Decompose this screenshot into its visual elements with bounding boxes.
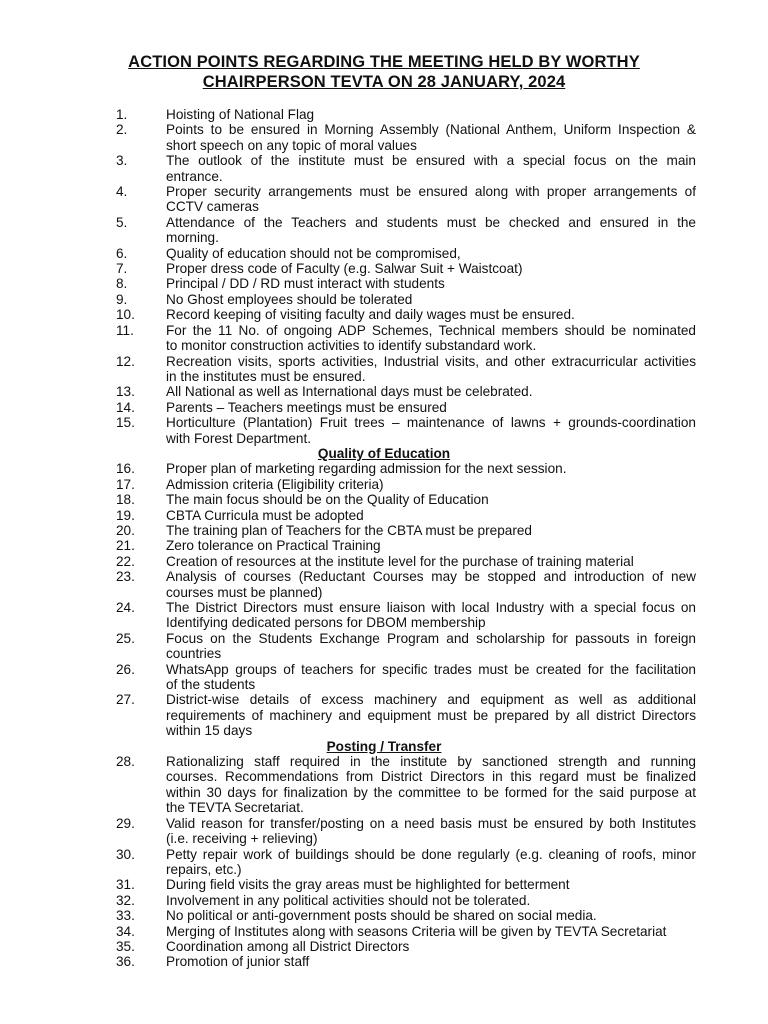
item-text [166,354,696,385]
list-item [0,877,768,892]
item-text-line: of the students [166,677,256,693]
item-number: 28. [116,754,135,770]
item-text [166,415,696,446]
item-text-line: morning. [166,230,219,246]
item-number: 1. [116,107,128,122]
item-text [166,215,696,246]
list-item [0,323,768,354]
list-item [0,461,768,476]
item-text [166,292,696,307]
list-item [0,153,768,184]
item-number: 17. [116,476,135,492]
item-text-line: entrance. [166,168,223,184]
item-number: 10. [116,307,135,323]
item-text-line: Coordination among all District Directors [166,938,410,954]
item-number: 20. [116,522,135,538]
item-text-line: The District Directors must ensure liaison with local Industry with a special focus on [166,600,696,615]
item-text-line: Merging of Institutes along with seasons Criteria will be given by TEVTA Secretariat [166,923,667,939]
list-item [0,492,768,507]
item-number: 14. [116,399,135,415]
item-number: 33. [116,908,135,924]
item-number: 23. [116,569,135,585]
item-number: 7. [116,261,128,277]
title-line-2: CHAIRPERSON TEVTA ON 28 JANUARY, 2024 [202,73,566,91]
item-text-line: All National as well as International days must be celebrated. [166,384,533,400]
item-text [166,554,696,569]
item-text [166,877,696,892]
list-item [0,246,768,261]
item-text-line: For the 11 No. of ongoing ADP Schemes, Technical members should be nominated [166,322,696,338]
list-item [0,538,768,553]
list-item [0,276,768,291]
item-text [166,816,696,847]
item-text-line: Record keeping of visiting faculty and daily wages must be ensured. [166,307,575,323]
list-item [0,184,768,215]
item-number: 19. [116,507,135,523]
item-number: 29. [116,815,135,831]
item-text-line: Attendance of the Teachers and students must be checked and ensured in the [166,214,696,230]
item-text [166,939,696,954]
item-text-line: Quality of education should not be compromised, [166,245,461,261]
item-text-line: No Ghost employees should be tolerated [166,291,413,307]
item-text-line: Proper plan of marketing regarding admission for the next session. [166,461,567,477]
item-text [166,662,696,693]
item-number: 5. [116,214,128,230]
list-item [0,477,768,492]
item-text-line: Identifying dedicated persons for DBOM membership [166,615,486,631]
item-number: 12. [116,353,135,369]
item-text-line: Principal / DD / RD must interact with students [166,276,445,292]
item-text [166,631,696,662]
item-text-line: (i.e. receiving + relieving) [166,831,318,847]
item-text [166,307,696,322]
item-number: 6. [116,245,128,261]
item-text-line: During field visits the gray areas must be highlighted for betterment [166,877,570,893]
item-text-line: Creation of resources at the institute level for the purchase of training material [166,553,634,569]
list-item [0,954,768,969]
item-text-line: courses. Recommendations from District Directors in this regard must be finalized [166,769,696,785]
item-text [166,847,696,878]
item-number: 9. [116,291,128,307]
item-text [166,492,696,507]
item-text-line: short speech on any topic of moral values [166,137,417,153]
item-text [166,600,696,631]
item-number: 21. [116,538,135,554]
item-text-line: requirements of machinery and equipment must be prepared by all district Directors [166,707,696,723]
item-text-line: Rationalizing staff required in the institute by sanctioned strength and running [166,754,696,770]
item-text [166,461,696,476]
item-text [166,184,696,215]
item-number: 15. [116,415,135,431]
item-number: 2. [116,122,128,138]
list-item [0,569,768,600]
list-item [0,893,768,908]
list-item [0,924,768,939]
item-text-line: Horticulture (Plantation) Fruit trees – maintenance of lawns + grounds-coordination [166,415,696,431]
item-text-line: to monitor construction activities to identify substandard work. [166,338,537,354]
item-number: 34. [116,923,135,939]
document-title [60,52,708,92]
item-text-line: Admission criteria (Eligibility criteria) [166,476,384,492]
list-item [0,415,768,446]
item-number: 16. [116,461,135,477]
item-number: 24. [116,600,135,615]
list-item [0,354,768,385]
item-text-line: Hoisting of National Flag [166,107,315,122]
item-text-line: within 30 days for finalization by the committee to be formed for the said purpose at [166,784,696,800]
item-text [166,508,696,523]
item-text [166,477,696,492]
item-text-line: CBTA Curricula must be adopted [166,507,364,523]
list-item [0,816,768,847]
item-number: 26. [116,661,135,677]
item-text [166,523,696,538]
list-item [0,122,768,153]
item-number: 25. [116,630,135,646]
item-text-line: Recreation visits, sports activities, Industrial visits, and other extracurricular activities [166,353,696,369]
list-item [0,107,768,122]
item-number: 31. [116,877,135,893]
item-text-line: Points to be ensured in Morning Assembly (National Anthem, Uniform Inspection & [166,122,696,138]
item-text-line: Focus on the Students Exchange Program and scholarship for passouts in foreign [166,630,696,646]
item-text [166,261,696,276]
item-text-line: with Forest Department. [166,430,312,446]
item-text-line: Proper security arrangements must be ensured along with proper arrangements of [166,184,696,200]
list-item [0,508,768,523]
item-text [166,893,696,908]
item-text [166,569,696,600]
item-text-line: in the institutes must be ensured. [166,368,366,384]
section-heading: Quality of Education [317,445,451,461]
list-item [0,908,768,923]
item-number: 36. [116,954,135,970]
item-number: 27. [116,692,135,708]
item-number: 13. [116,384,135,400]
item-text-line: No political or anti-government posts should be shared on social media. [166,908,597,924]
item-number: 3. [116,153,128,169]
item-number: 18. [116,492,135,508]
list-item [0,662,768,693]
list-item [0,554,768,569]
item-text-line: Analysis of courses (Reductant Courses may be stopped and introduction of new [166,569,696,585]
list-item [0,261,768,276]
list-item [0,600,768,631]
item-text-line: CCTV cameras [166,199,259,215]
list-item [0,847,768,878]
list-item [0,384,768,399]
list-item [0,307,768,322]
item-text-line: Promotion of junior staff [166,954,310,970]
list-item [0,215,768,246]
item-number: 11. [116,322,134,338]
item-text [166,924,696,939]
item-text [166,692,696,738]
item-text-line: courses must be planned) [166,584,323,600]
item-text [166,538,696,553]
list-item [0,692,768,738]
list-item [0,400,768,415]
item-number: 32. [116,892,135,908]
action-points-list [0,107,768,970]
item-number: 35. [116,938,135,954]
item-text-line: Proper dress code of Faculty (e.g. Salwar Suit + Waistcoat) [166,261,523,277]
item-text [166,400,696,415]
item-text [166,323,696,354]
item-text-line: The outlook of the institute must be ensured with a special focus on the main [166,153,696,169]
item-text-line: within 15 days [166,723,253,739]
item-text [166,954,696,969]
item-text-line: Involvement in any political activities should not be tolerated. [166,892,531,908]
item-text [166,107,696,122]
item-text [166,384,696,399]
item-text-line: The main focus should be on the Quality of Education [166,492,489,508]
item-text-line: Valid reason for transfer/posting on a need basis must be ensured by both Institutes [166,815,696,831]
item-text-line: Zero tolerance on Practical Training [166,538,381,554]
list-item [0,939,768,954]
item-number: 4. [116,184,128,200]
item-text [166,246,696,261]
item-number: 22. [116,553,135,569]
list-item [0,292,768,307]
item-number: 8. [116,276,128,292]
item-text-line: the TEVTA Secretariat. [166,800,304,816]
list-item [0,754,768,816]
item-text [166,122,696,153]
item-text [166,754,696,816]
list-item [0,631,768,662]
title-line-1: ACTION POINTS REGARDING THE MEETING HELD BY WORTHY [128,53,640,71]
item-text-line: repairs, etc.) [166,861,242,877]
item-text-line: The training plan of Teachers for the CBTA must be prepared [166,522,532,538]
item-text [166,908,696,923]
item-text-line: countries [166,646,222,662]
item-text-line: WhatsApp groups of teachers for specific trades must be created for the facilitation [166,661,696,677]
item-text-line: Parents – Teachers meetings must be ensured [166,399,447,415]
item-text-line: District-wise details of excess machinery and equipment as well as additional [166,692,696,708]
item-text-line: Petty repair work of buildings should be done regularly (e.g. cleaning of roofs, minor [166,846,696,862]
item-number: 30. [116,846,135,862]
item-text [166,153,696,184]
section-heading: Posting / Transfer [326,738,442,754]
list-item [0,523,768,538]
item-text [166,276,696,291]
